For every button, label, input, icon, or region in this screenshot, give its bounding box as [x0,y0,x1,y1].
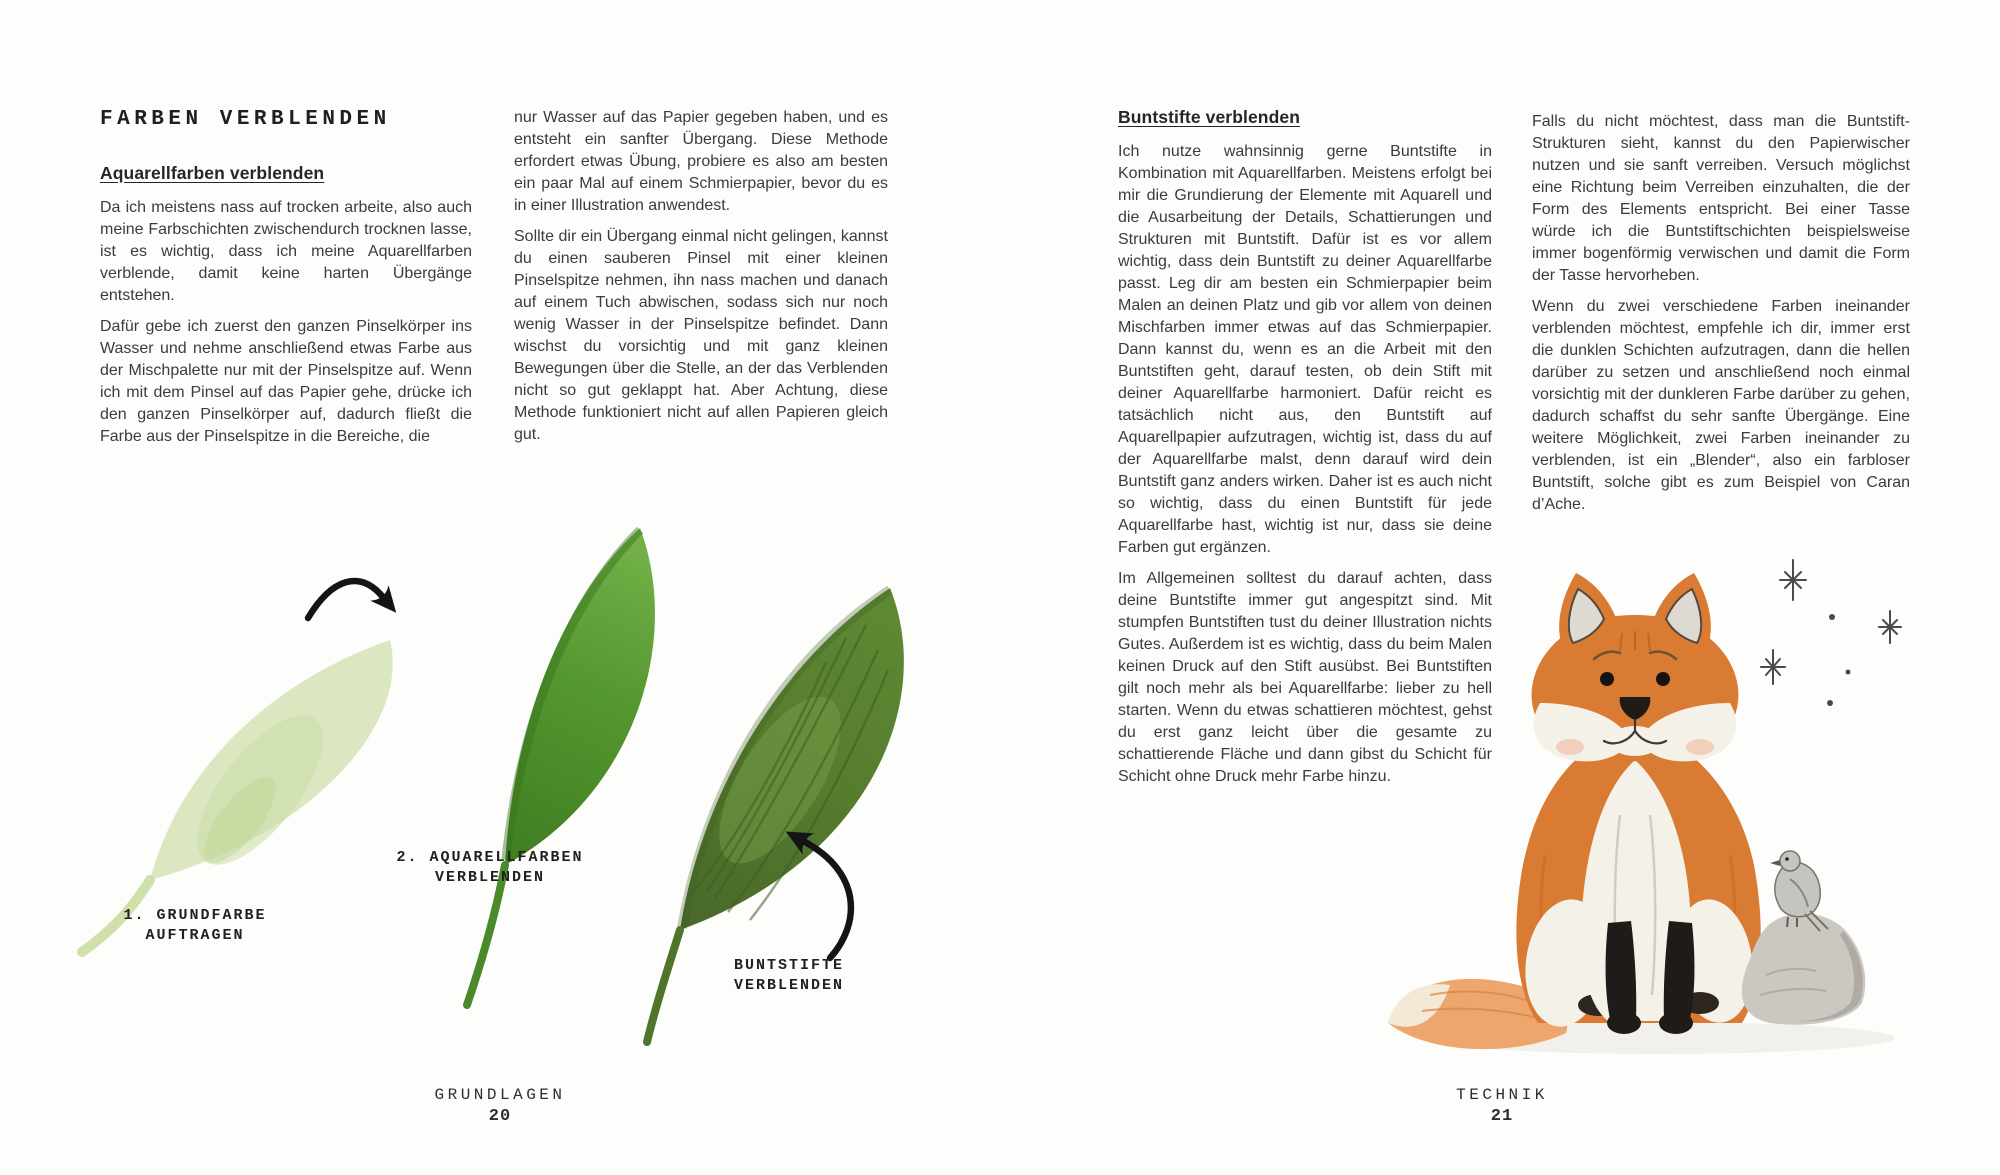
page-title: FARBEN VERBLENDEN [100,108,391,131]
step1-label-line1: 1. GRUNDFARBE [123,907,267,924]
step1-label [105,906,285,946]
step2-label-line1: 2. AQUARELLFARBEN [396,849,584,866]
paragraph: Wenn du zwei verschiedene Farben ineinander verblenden möchtest, empfehle ich dir, immer erst die dunklen Schichten aufzutragen, dann die hellen darüber zu setzen und anschließend noch einmal vorsichtig mit der dunkleren Farbe darüber zu gehen, dadurch schaffst du sehr sanfte Übergänge. Eine weitere Möglichkeit, zwei Farben ineinander zu verblenden, ist ein „Blender“, also ein farbloser Buntstift, solche gibt es zum Beispiel von Caran d’Ache. [1532,298,1910,513]
blush-right [1686,739,1714,755]
subheading-aquarellfarben: Aquarellfarben verblenden [100,163,325,183]
left-column-1 [100,163,472,457]
paragraph: Dafür gebe ich zuerst den ganzen Pinselkörper ins Wasser und nehme anschließend etwas Farbe aus der Mischpalette nur mit der Pinselspitze auf. Wenn ich mit dem Pinsel auf das Papier gehe, drücke ich den ganzen Pinselkörper auf, dadurch fließt die Farbe aus der Pinselspitze in die Bereiche, die [100,318,472,445]
step3-label-line1: BUNTSTIFTE [733,957,844,974]
footer-section-label: TECHNIK [1456,1086,1548,1104]
step1-label-line2: AUFTRAGEN [145,927,245,944]
page-number: 21 [1490,1107,1514,1126]
step3-label [710,956,868,996]
step3-label-line2: VERBLENDEN [733,977,844,994]
paragraph: nur Wasser auf das Papier gegeben haben, und es entsteht ein sanfter Übergang. Diese Methode erfordert etwas Übung, probiere es also am besten ein paar Mal auf einem Schmierpapier, bevor du es in einer Illustration anwendest. [514,109,888,214]
step2-label-line2: VERBLENDEN [434,869,545,886]
paragraph: Im Allgemeinen solltest du darauf achten, dass deine Buntstifte immer gut angespitzt sind. Mit stumpfen Buntstiften tust du deiner Illustration nichts Gutes. Außerdem ist es wichtig, dass du beim Malen keinen Druck auf den Stift ausübst. Bei Buntstiften gilt noch mehr als bei Aquarellfarbe: lieber zu hell starten. Wenn du etwas schattieren möchtest, gehst du erst ganz leicht über die gesamte zu schattierende Fläche und dann gibst du Schicht für Schicht ohne Druck mehr Farbe hinzu. [1118,570,1492,785]
blush-left [1556,739,1584,755]
sparkle-dots [1827,614,1851,706]
subheading-buntstifte: Buntstifte verblenden [1118,107,1300,127]
paragraph: Da ich meistens nass auf trocken arbeite, also auch meine Farbschichten zwischendurch trocknen lasse, ist es wichtig, dass ich meine Aquarellfarben verblende, damit keine harten Übergänge entstehen. [100,199,472,304]
sparkle-stars [1761,560,1901,684]
right-column-2 [1532,111,1910,525]
paragraph: Falls du nicht möchtest, dass man die Buntstift-Strukturen sieht, kannst du den Papierwischer nutzen und sie sanft verreiben. Versuch möglichst eine Richtung beim Verreiben einzuhalten, die der Form des Elements entspricht. Bei einer Tasse würde ich die Buntstiftschichten beispielsweise immer bogenförmig verwischen und damit die Form der Tasse hervorheben. [1532,113,1910,284]
bird-beak [1770,860,1780,866]
leaf2-blade [505,528,655,865]
bird-eye [1785,857,1789,861]
leaf-step2-aquarell [467,528,655,1005]
footer-section-label: GRUNDLAGEN [434,1086,566,1104]
arrow-step3-buntstifte [805,842,851,958]
paragraph: Sollte dir ein Übergang einmal nicht gelingen, kannst du einen sauberen Pinsel mit einer kleinen Pinselspitze nehmen, ihn nass machen und danach auf einem Tuch abwischen, sodass sich nur noch wenig Wasser in der Pinselspitze befindet. Dann wischst du vorsichtig und mit ganz kleinen Bewegungen über die Stelle, an der das Verblenden nicht so gut geklappt hat. Aber Achtung, diese Methode funktioniert nicht auf allen Papieren gleich gut. [514,228,888,443]
page-number: 20 [488,1107,512,1126]
arrow-step1-to-step2 [308,581,382,618]
footer-right [1352,1086,1652,1126]
step2-label [375,848,605,888]
footer-left [350,1086,650,1126]
leaf3-stem [647,930,680,1042]
left-column-2 [514,107,888,455]
fox-illustration [1370,555,1970,1075]
paragraph: Ich nutze wahnsinnig gerne Buntstifte in Kombination mit Aquarellfarben. Meistens erfolgt bei mir die Grundierung der Elemente mit Aquarell und die Ausarbeitung der Details, Schattierungen und Strukturen mit Buntstift. Dafür ist es vor allem wichtig, dass dein Buntstift zu deiner Aquarellfarbe passt. Leg dir am besten ein Schmierpapier beim Malen an deinen Platz und gib vor allem von deinen Mischfarben immer etwas auf das Schmierpapier. Dann kannst du, wenn es an die Arbeit mit den Buntstiften geht, darauf testen, ob dein Stift mit deiner Aquarellfarbe harmoniert. Dafür reicht es tatsächlich nicht aus, den Buntstift auf Aquarellpapier aufzutragen, wichtig ist, dass du auf der Aquarellfarbe malst, denn darauf wird dein Buntstift ganz anders wirken. Daher ist es auch nicht so wichtig, dass du einen Buntstift für jede Aquarellfarbe hast, wichtig ist nur, dass sie deine Farben gut ergänzen. [1118,143,1492,556]
